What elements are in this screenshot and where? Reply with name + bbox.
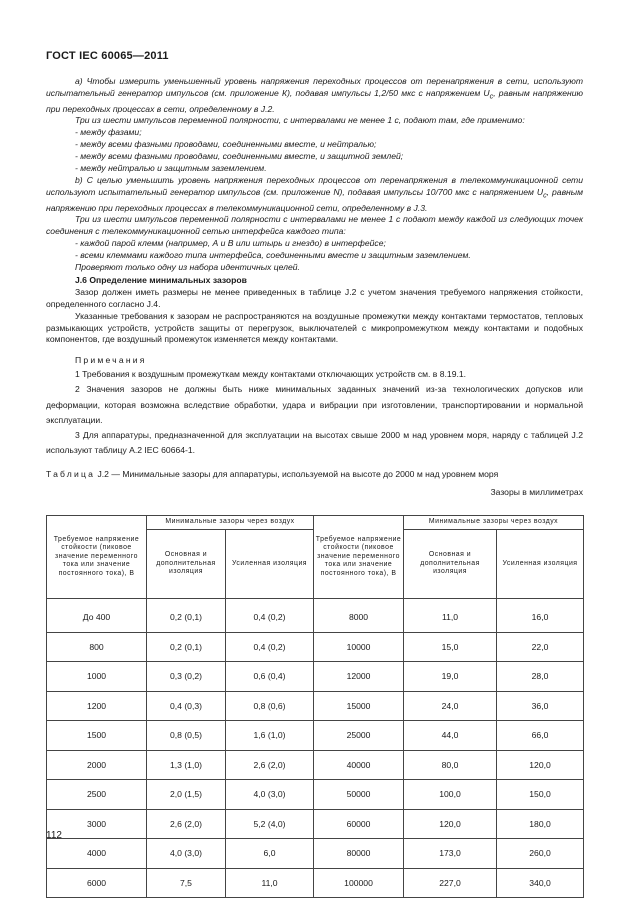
paragraph-exclusions: Указанные требования к зазорам не распространяются на воздушные промежутки между контактами термостатов, тепловых размыкающих устройств, устройств защиты от перегрузок, выключателей с микропромежутком между контактами и подобных компонентов, где воздушный промежуток изменяется между контактами. (46, 310, 583, 345)
table-cell: 4,0 (3,0) (226, 780, 314, 810)
table-cell: 6,0 (226, 839, 314, 869)
table-cell: 0,6 (0,4) (226, 662, 314, 692)
table-cell: 2000 (47, 750, 147, 780)
table-row (47, 750, 584, 780)
header-reinforced-insulation: Усиленная изоляция (226, 530, 314, 599)
table-cell: 1,3 (1,0) (147, 750, 226, 780)
table-cell: 66,0 (497, 721, 584, 751)
table-cell: 7,5 (147, 868, 226, 898)
table-cell: 1500 (47, 721, 147, 751)
table-cell: 4,0 (3,0) (147, 839, 226, 869)
table-row (47, 599, 584, 633)
table-cell: 1,6 (1,0) (226, 721, 314, 751)
table-cell: 2,6 (2,0) (226, 750, 314, 780)
table-cell: 12000 (314, 662, 404, 692)
table-cell: 0,4 (0,3) (147, 691, 226, 721)
table-row (47, 691, 584, 721)
table-cell: 1000 (47, 662, 147, 692)
paragraph-pulses-mains: Три из шести импульсов переменной полярности, с интервалами не менее 1 с, подают там, где применимо: (75, 115, 525, 126)
table-row (47, 839, 584, 869)
table-cell: 11,0 (226, 868, 314, 898)
paragraph-clearance: Зазор должен иметь размеры не менее приведенных в таблице J.2 с учетом значения требуемого напряжения стойкости, определенного согласно J.4. (46, 286, 583, 309)
table-cell: 150,0 (497, 780, 584, 810)
table-cell: 40000 (314, 750, 404, 780)
list-item: - между фазами; (75, 127, 142, 138)
table-row (47, 721, 584, 751)
table-cell: 6000 (47, 868, 147, 898)
header-voltage-right: Требуемое напряжение стойкости (пиковое значение переменного тока или значение постоянного тока), В (314, 516, 404, 599)
table-cell: 15000 (314, 691, 404, 721)
table-cell: 15,0 (404, 632, 497, 662)
table-cell: 11,0 (404, 599, 497, 633)
table-cell: 4000 (47, 839, 147, 869)
table-cell: 24,0 (404, 691, 497, 721)
table-cell: 2,6 (2,0) (147, 809, 226, 839)
table-cell: 44,0 (404, 721, 497, 751)
table-cell: 60000 (314, 809, 404, 839)
table-cell: 19,0 (404, 662, 497, 692)
paragraph-b: b) С целью уменьшить уровень напряжения переходных процессов от перенапряжения в телекоммуникационной сети используют испытательный генератор импульсов (см. приложение N), подавая импульсы 10/700 мкс с напряжением $U_c$, равным напряжению при переходных процессах в телекоммуникационной сети, определенному в J.3. (46, 174, 583, 213)
table-row (47, 662, 584, 692)
table-cell: 25000 (314, 721, 404, 751)
table-row (47, 809, 584, 839)
table-cell: 340,0 (497, 868, 584, 898)
table-cell: 180,0 (497, 809, 584, 839)
document-body (46, 76, 583, 500)
table-cell: 50000 (314, 780, 404, 810)
table-cell: 227,0 (404, 868, 497, 898)
table-cell: 0,8 (0,6) (226, 691, 314, 721)
table-units: Зазоры в миллиметрах (490, 486, 583, 497)
table-row (47, 780, 584, 810)
table-cell: 16,0 (497, 599, 584, 633)
table-cell: 3000 (47, 809, 147, 839)
list-item: - между всеми фазными проводами, соединенными вместе, и нейтралью; (75, 139, 377, 150)
table-cell: 36,0 (497, 691, 584, 721)
section-heading: J.6 Определение минимальных зазоров (75, 274, 247, 285)
header-basic-insulation: Основная и дополнительная изоляция (147, 530, 226, 599)
list-item: - между нейтралью и защитным заземлением. (75, 163, 267, 174)
table-cell: 100,0 (404, 780, 497, 810)
header-min-clearance-right: Минимальные зазоры через воздух (404, 516, 584, 530)
table-cell: 0,4 (0,2) (226, 599, 314, 633)
table-cell: 120,0 (497, 750, 584, 780)
page-number: 112 (46, 830, 62, 841)
subscript: c (543, 191, 547, 200)
table-cell: 0,8 (0,5) (147, 721, 226, 751)
list-item: - всеми клеммами каждого типа интерфейса, соединенными вместе и защитным заземлением. (75, 250, 471, 261)
table-cell: 173,0 (404, 839, 497, 869)
table-cell: 22,0 (497, 632, 584, 662)
table-cell: 0,3 (0,2) (147, 662, 226, 692)
table-cell: 2500 (47, 780, 147, 810)
table-cell: 80,0 (404, 750, 497, 780)
table-cell: 260,0 (497, 839, 584, 869)
note-2: 2 Значения зазоров не должны быть ниже минимальных заданных значений из-за технологических допусков или деформации, которая возможна вследствие обработки, удара и вибрации при изготовлении, транспортировании и нормальной эксплуатации. (46, 384, 583, 425)
paragraph-pulses-telecom: Три из шести импульсов переменной полярности с интервалами не менее 1 с подают между каждой из следующих точек соединения с телекоммуникационной сетью интерфейса каждого типа: (46, 214, 583, 237)
table-cell: 0,2 (0,1) (147, 632, 226, 662)
document-code-header: ГОСТ IEC 60065—2011 (46, 50, 169, 62)
table-row (47, 632, 584, 662)
paragraph-a: а) Чтобы измерить уменьшенный уровень напряжения переходных процессов от перенапряжения в сети, используют испытательный генератор импульсов (см. приложение К), подавая импульсы 1,2/50 мкс с напряжением $U_c$, равным напряжению при переходных процессах в сети, определенному в J.2. (46, 76, 584, 114)
note-3: 3 Для аппаратуры, предназначенной для эксплуатации на высотах свыше 2000 м над уровнем моря, наряду с таблицей J.2 используют таблицу А.2 IEC 60664-1. (46, 430, 583, 456)
table-cell: До 400 (47, 599, 147, 633)
table-cell: 8000 (314, 599, 404, 633)
table-cell: 28,0 (497, 662, 584, 692)
list-item: - каждой парой клемм (например, А и В или штырь и гнездо) в интерфейсе; (75, 238, 386, 249)
header-voltage-left: Требуемое напряжение стойкости (пиковое значение переменного тока или значение постоянного тока), В (47, 516, 147, 599)
note-1: 1 Требования к воздушным промежуткам между контактами отключающих устройств см. в 8.19.1. (75, 369, 467, 380)
table-cell: 80000 (314, 839, 404, 869)
table-cell: 0,2 (0,1) (147, 599, 226, 633)
table-word: Таблица (46, 468, 96, 479)
table-cell: 10000 (314, 632, 404, 662)
header-basic-insulation: Основная и дополнительная изоляция (404, 530, 497, 599)
notes-heading: Примечания (75, 355, 147, 366)
list-item: - между всеми фазными проводами, соединенными вместе, и защитной землей; (75, 151, 404, 162)
paragraph-check: Проверяют только одну из набора идентичных целей. (75, 262, 300, 273)
header-reinforced-insulation: Усиленная изоляция (497, 530, 584, 599)
table-cell: 2,0 (1,5) (147, 780, 226, 810)
clearance-table (46, 515, 584, 898)
table-row (47, 868, 584, 898)
table-cell: 1200 (47, 691, 147, 721)
table-cell: 5,2 (4,0) (226, 809, 314, 839)
table-cell: 120,0 (404, 809, 497, 839)
table-cell: 0,4 (0,2) (226, 632, 314, 662)
table-cell: 800 (47, 632, 147, 662)
table-cell: 100000 (314, 868, 404, 898)
header-min-clearance-left: Минимальные зазоры через воздух (147, 516, 314, 530)
subscript: c (489, 92, 494, 101)
table-caption: Таблица J.2 — Минимальные зазоры для аппаратуры, используемой на высоте до 2000 м над уровнем моря (46, 468, 499, 479)
